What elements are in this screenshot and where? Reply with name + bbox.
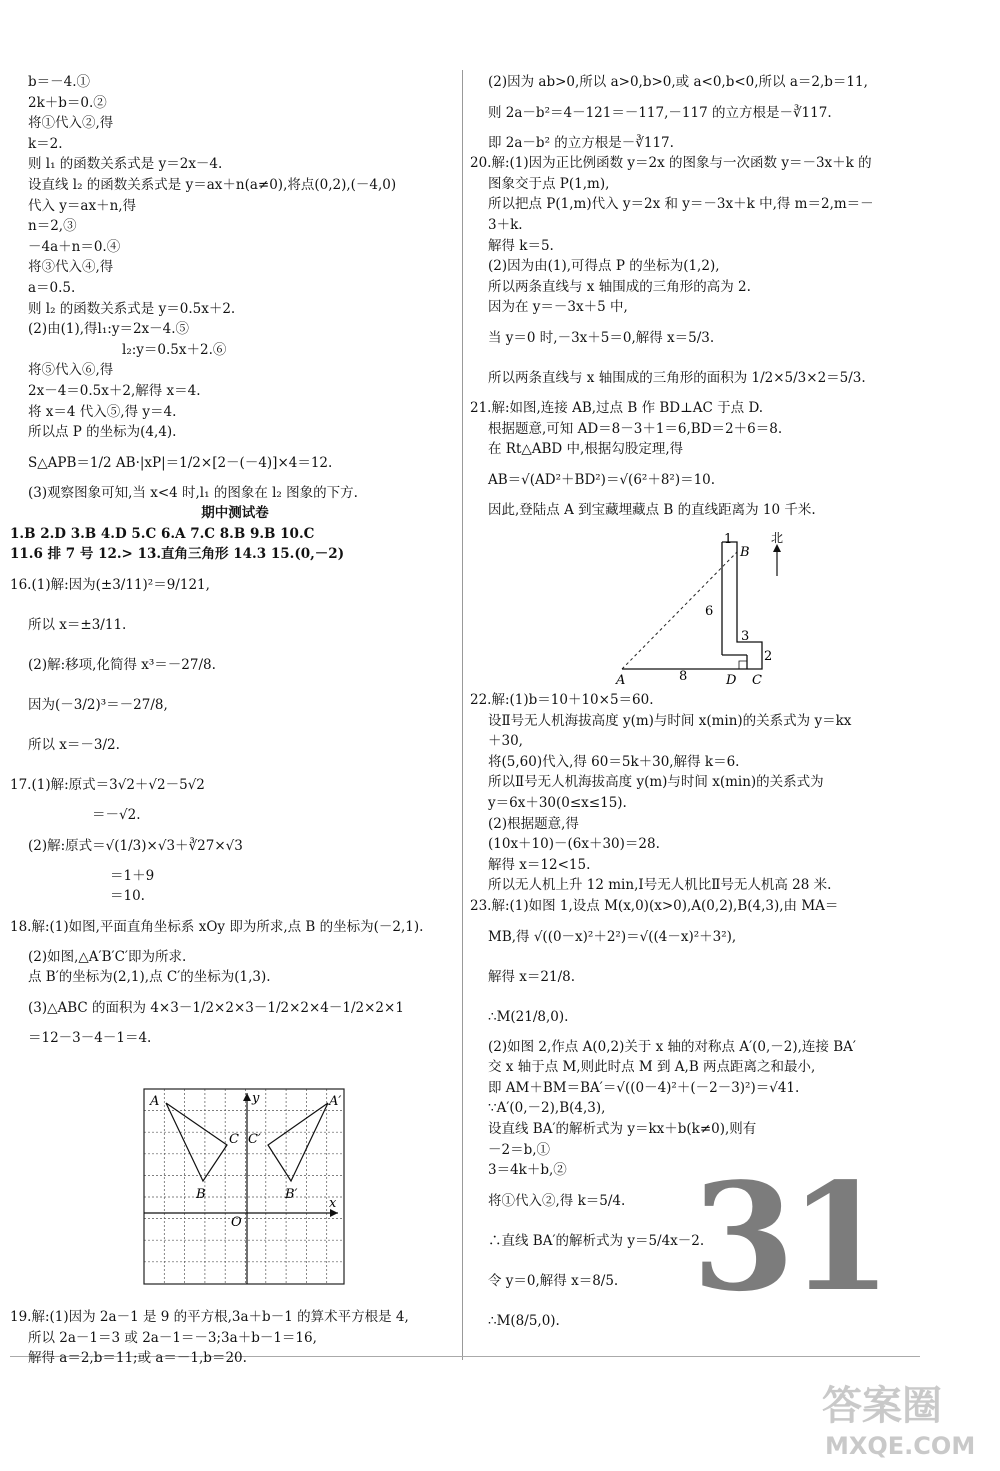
text-line: 将(5,60)代入,得 60＝5k＋30,解得 k＝6. <box>488 753 740 770</box>
text-line: 所以无人机上升 12 min,Ⅰ号无人机比Ⅱ号无人机高 28 米. <box>488 877 832 894</box>
point-label-a: A <box>150 1094 160 1109</box>
text-line: (2)因为 ab>0,所以 a>0,b>0,或 a<0,b<0,所以 a＝2,b＝11, <box>488 74 868 90</box>
text-line: 交 x 轴于点 M,则此时点 M 到 A,B 两点距离之和最小, <box>488 1059 816 1076</box>
text-line: (3)观察图象可知,当 x<4 时,l₁ 的图象在 l₂ 图象的下方. <box>28 484 358 501</box>
text-line: 3＝4k＋b,② <box>488 1162 567 1179</box>
text-line: 即 AM＋BM＝BA′＝√((0－4)²＋(－2－3)²)＝√41. <box>488 1079 800 1096</box>
text-line: 设直线 BA′的解析式为 y＝kx＋b(k≠0),则有 <box>488 1120 757 1137</box>
text-line: (2)如图 2,作点 A(0,2)关于 x 轴的对称点 A′(0,－2),连接 BA′ <box>488 1038 856 1055</box>
text-line: 将⑤代入⑥,得 <box>28 362 114 379</box>
text-line: (2)根据题意,得 <box>488 815 579 832</box>
label-6: 6 <box>705 604 714 619</box>
text-line: ∴M(21/8,0). <box>488 1008 569 1025</box>
text-line: l₂:y＝0.5x＋2.⑥ <box>122 341 227 358</box>
text-line: S△APB＝1/2 AB·|xP|＝1/2×[2－(－4)]×4＝12. <box>28 454 333 471</box>
origin-label: O <box>231 1215 242 1230</box>
text-line: 20.解:(1)因为正比例函数 y＝2x 的图象与一次函数 y＝－3x＋k 的 <box>470 155 872 172</box>
text-line: 点 B′的坐标为(2,1),点 C′的坐标为(1,3). <box>28 969 271 986</box>
text-line: 16.(1)解:因为(±3/11)²＝9/121, <box>10 577 210 594</box>
text-line: (10x＋10)－(6x＋30)＝28. <box>488 836 660 853</box>
point-label-b: B <box>740 545 750 560</box>
text-line: (2)由(1),得l₁:y＝2x－4.⑤ <box>28 321 190 338</box>
left-column <box>10 72 460 1049</box>
text-line: n＝2,③ <box>28 218 77 235</box>
text-line: k＝2. <box>28 135 63 152</box>
point-label-b: B <box>196 1187 206 1202</box>
right-column <box>470 72 970 520</box>
text-line: ＝1＋9 <box>110 867 155 884</box>
text-line: (3)△ABC 的面积为 4×3－1/2×2×3－1/2×2×4－1/2×2×1 <box>28 1000 404 1017</box>
text-line: 所以 x＝－3/2. <box>28 737 120 754</box>
column-divider <box>462 70 463 1360</box>
text-line: 则 l₁ 的函数关系式是 y＝2x－4. <box>28 156 223 173</box>
text-line: 设直线 l₂ 的函数关系式是 y＝ax＋n(a≠0),将点(0,2),(－4,0) <box>28 176 397 193</box>
text-line: 当 y＝0 时,－3x＋5＝0,解得 x＝5/3. <box>488 329 715 346</box>
point-label-c-prime: C′ <box>248 1132 261 1147</box>
text-line: 所以把点 P(1,m)代入 y＝2x 和 y＝－3x＋k 中,得 m＝2,m＝－ <box>488 196 874 213</box>
text-line: 设Ⅱ号无人机海拔高度 y(m)与时间 x(min)的关系式为 y＝kx <box>488 712 852 729</box>
text-line: 解得 x＝21/8. <box>488 968 576 985</box>
text-line: (2)解:移项,化简得 x³＝－27/8. <box>28 657 216 674</box>
text-line: (2)因为由(1),可得点 P 的坐标为(1,2), <box>488 258 720 275</box>
text-line: 所以 x＝±3/11. <box>28 617 127 634</box>
text-line: ＝10. <box>110 888 145 905</box>
text-line: (2)解:原式＝√(1/3)×√3＋∛27×√3 <box>28 837 243 854</box>
text-line: 将①代入②,得 <box>28 115 114 132</box>
text-line: y＝6x＋30(0≤x≤15). <box>488 794 627 811</box>
text-line: 根据题意,可知 AD＝8－3＋1＝6,BD＝2＋6＝8. <box>488 420 783 437</box>
text-line: 将①代入②,得 k＝5/4. <box>488 1192 626 1209</box>
text-line: 解得 x＝12<15. <box>488 856 591 873</box>
text-line: ＋30, <box>488 733 523 750</box>
answer-line: 1.B 2.D 3.B 4.D 5.C 6.A 7.C 8.B 9.B 10.C <box>10 525 315 542</box>
text-line: a＝0.5. <box>28 279 76 296</box>
text-line: 2x－4＝0.5x＋2,解得 x＝4. <box>28 382 201 399</box>
text-line: 将③代入④,得 <box>28 259 114 276</box>
left-column-bottom <box>10 1307 460 1369</box>
point-label-c: C <box>752 673 762 688</box>
watermark-url: MXQE.COM <box>825 1432 976 1460</box>
text-line: －4a＋n＝0.④ <box>28 238 121 255</box>
text-line: 17.(1)解:原式＝3√2＋√2－5√2 <box>10 777 205 794</box>
label-1: 1 <box>724 532 733 547</box>
text-line: 则 2a－b²＝4－121＝－117,－117 的立方根是－∛117. <box>488 104 832 121</box>
point-label-d: D <box>726 673 737 688</box>
point-label-b-prime: B′ <box>285 1187 298 1202</box>
text-line: 代入 y＝ax＋n,得 <box>28 197 137 214</box>
coordinate-grid-figure <box>140 1085 350 1288</box>
text-line: 3＋k. <box>488 216 523 233</box>
text-line: 因为在 y＝－3x＋5 中, <box>488 299 628 316</box>
text-line: 因为(－3/2)³＝－27/8, <box>28 697 168 714</box>
text-line: －2＝b,① <box>488 1141 551 1158</box>
text-line: (2)如图,△A′B′C′即为所求. <box>28 948 187 965</box>
text-line: 19.解:(1)因为 2a－1 是 9 的平方根,3a＋b－1 的算术平方根是 4, <box>10 1309 409 1325</box>
text-line: 所以Ⅱ号无人机海拔高度 y(m)与时间 x(min)的关系式为 <box>488 774 824 791</box>
text-line: 18.解:(1)如图,平面直角坐标系 xOy 即为所求,点 B 的坐标为(－2,1). <box>10 918 424 935</box>
text-line: 即 2a－b² 的立方根是－∛117. <box>488 134 674 151</box>
text-line: 则 l₂ 的函数关系式是 y＝0.5x＋2. <box>28 300 236 317</box>
point-label-a-prime: A′ <box>329 1094 342 1109</box>
label-2: 2 <box>764 649 773 664</box>
y-axis-label: y <box>252 1091 260 1106</box>
watermark-logo: 答案圈 <box>822 1383 942 1429</box>
text-line: 22.解:(1)b＝10＋10×5＝60. <box>470 692 654 708</box>
text-line: 令 y＝0,解得 x＝8/5. <box>488 1272 619 1289</box>
text-line: ＝－√2. <box>92 807 141 824</box>
label-8: 8 <box>679 669 688 684</box>
text-line: 23.解:(1)如图 1,设点 M(x,0)(x>0),A(0,2),B(4,3),由 MA＝ <box>470 897 839 914</box>
text-line: ∵A′(0,－2),B(4,3), <box>488 1100 606 1117</box>
x-axis-label: x <box>329 1196 337 1211</box>
text-line: MB,得 √((0－x)²＋2²)＝√((4－x)²＋3²), <box>488 928 737 945</box>
text-line: AB＝√(AD²＋BD²)＝√(6²＋8²)＝10. <box>488 471 716 488</box>
text-line: 解得 k＝5. <box>488 237 554 254</box>
text-line: 2k＋b＝0.② <box>28 94 107 111</box>
text-line: ∴直线 BA′的解析式为 y＝5/4x－2. <box>488 1232 705 1249</box>
text-line: 图象交于点 P(1,m), <box>488 175 610 192</box>
point-label-a: A <box>616 673 626 688</box>
label-3: 3 <box>741 629 750 644</box>
text-line: 21.解:如图,连接 AB,过点 B 作 BD⊥AC 于点 D. <box>470 399 764 416</box>
text-line: 所以点 P 的坐标为(4,4). <box>28 424 177 441</box>
text-line: 所以 2a－1＝3 或 2a－1＝－3;3a＋b－1＝16, <box>28 1329 317 1346</box>
text-line: ∴M(8/5,0). <box>488 1312 560 1329</box>
text-line: 在 Rt△ABD 中,根据勾股定理,得 <box>488 441 684 458</box>
page-number: 31 <box>692 1150 886 1324</box>
point-label-c: C <box>229 1132 239 1147</box>
text-line: 因此,登陆点 A 到宝藏埋藏点 B 的直线距离为 10 千米. <box>488 501 816 518</box>
north-label: 北 <box>771 531 784 545</box>
text-line: 所以两条直线与 x 轴围成的三角形的面积为 1/2×5/3×2＝5/3. <box>488 369 866 386</box>
text-line: b＝－4.① <box>28 74 91 90</box>
treasure-route-figure <box>612 530 812 690</box>
text-line: ＝12－3－4－1＝4. <box>28 1030 152 1047</box>
answer-line: 11.6 排 7 号 12.> 13.直角三角形 14.3 15.(0,－2) <box>10 546 345 563</box>
section-title: 期中测试卷 <box>201 505 269 522</box>
text-line: 所以两条直线与 x 轴围成的三角形的高为 2. <box>488 278 751 295</box>
text-line: 解得 a＝2,b＝11;或 a＝－1,b＝20. <box>28 1350 247 1367</box>
text-line: 将 x＝4 代入⑤,得 y＝4. <box>28 403 177 420</box>
